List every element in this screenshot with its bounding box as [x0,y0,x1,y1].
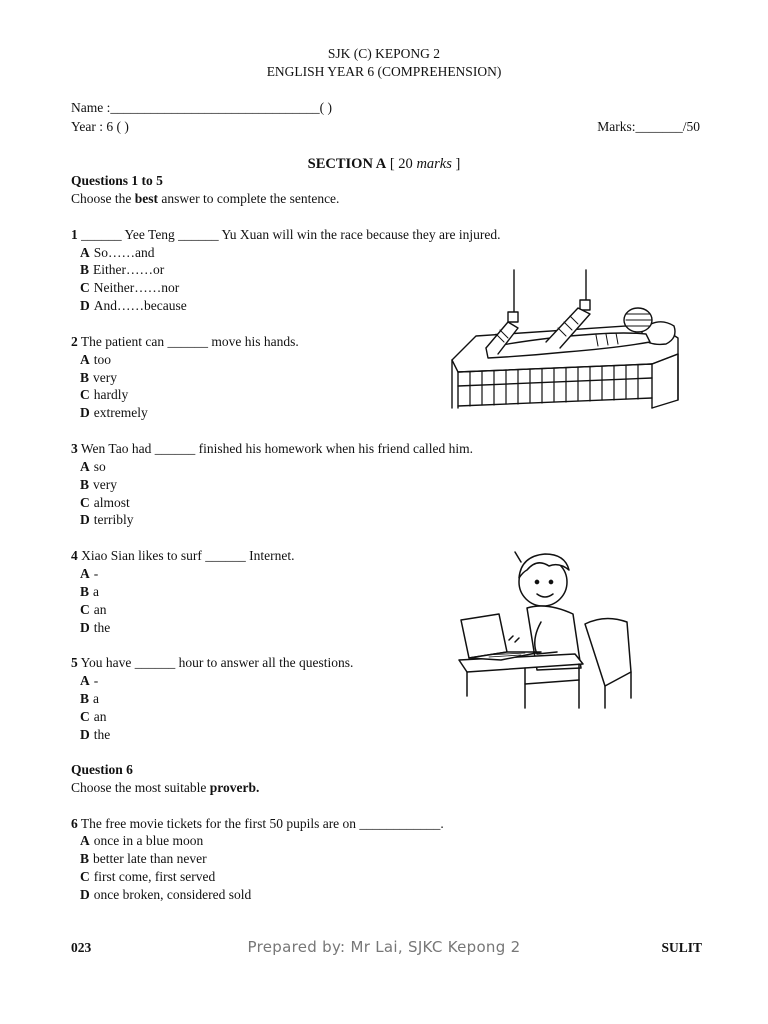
option-letter: C [80,602,90,617]
q3-option-c[interactable] [80,495,130,511]
option-letter: D [80,512,90,527]
q6-option-a[interactable] [80,833,203,849]
option-letter: C [80,387,90,402]
q5-option-b[interactable] [80,691,99,707]
section-marks-open: [ 20 [389,156,413,172]
questions-instruction [71,191,339,207]
q4-option-a[interactable] [80,566,98,582]
q6-option-d[interactable] [80,887,251,903]
option-text: extremely [93,405,148,420]
question-number: 1 [71,227,78,242]
option-letter: B [80,370,90,385]
q5-option-d[interactable] [80,727,110,743]
instruction-text: Choose the most suitable [71,780,207,795]
option-letter: B [80,691,90,706]
boy-using-laptop-icon [455,548,635,712]
option-text: Neither……nor [93,280,180,295]
option-text: better late than never [93,851,207,866]
option-letter: B [80,851,90,866]
q2-option-a[interactable] [80,352,111,368]
option-text: an [93,709,107,724]
option-letter: A [80,245,90,260]
option-letter: D [80,620,90,635]
question-1 [71,227,500,243]
option-text: - [93,673,99,688]
question-text: The free movie tickets for the first 50 pupils are on ____________. [80,816,444,831]
q1-option-d[interactable] [80,298,187,314]
instruction-text-end: answer to complete the sentence. [161,191,340,206]
option-text: almost [93,495,130,510]
section-label: SECTION A [307,156,387,172]
question-number: 6 [71,816,78,831]
question-4 [71,548,294,564]
option-letter: D [80,298,90,313]
option-text: first come, first served [93,869,216,884]
instruction-text: Choose the [71,191,132,206]
question-number: 4 [71,548,78,563]
q3-option-d[interactable] [80,512,134,528]
section-marks-word: marks [416,156,452,172]
q4-option-d[interactable] [80,620,110,636]
option-letter: A [80,352,90,367]
boy-laptop-illustration [455,548,635,712]
instruction-emphasis: best [134,191,158,206]
q6-option-c[interactable] [80,869,215,885]
option-text: a [93,584,100,599]
option-text: an [93,602,107,617]
question-text: The patient can ______ move his hands. [80,334,299,349]
question-6 [71,816,444,832]
option-letter: A [80,566,90,581]
option-text: a [93,691,100,706]
option-text: the [93,620,111,635]
option-letter: D [80,727,90,742]
question-text: Wen Tao had ______ finished his homework when his friend called him. [80,441,474,456]
option-letter: C [80,495,90,510]
q2-option-b[interactable] [80,370,117,386]
option-letter: C [80,280,90,295]
option-letter: B [80,584,90,599]
option-text: too [93,352,112,367]
q4-option-c[interactable] [80,602,107,618]
q3-option-a[interactable] [80,459,106,475]
q6-option-b[interactable] [80,851,207,867]
option-letter: A [80,459,90,474]
question-6-instruction [71,780,259,796]
option-text: once broken, considered sold [93,887,252,902]
option-letter: B [80,262,90,277]
q1-option-c[interactable] [80,280,179,296]
option-text: Either……or [93,262,165,277]
question-number: 5 [71,655,78,670]
q2-option-d[interactable] [80,405,148,421]
prepared-by: Prepared by: Mr Lai, SJKC Kepong 2 [247,938,521,956]
option-letter: C [80,709,90,724]
option-text: terribly [93,512,134,527]
section-marks-close: ] [455,156,461,172]
question-2 [71,334,299,350]
question-3 [71,441,473,457]
option-text: very [93,370,118,385]
option-letter: D [80,405,90,420]
option-letter: A [80,673,90,688]
option-text: So……and [93,245,155,260]
question-number: 3 [71,441,78,456]
q2-option-c[interactable] [80,387,128,403]
q4-option-b[interactable] [80,584,99,600]
name-field: Name :_______________________________( ) [71,100,332,115]
question-text: Xiao Sian likes to surf ______ Internet. [81,548,295,563]
hospital-patient-illustration [446,268,682,410]
page-code: 023 [71,940,92,955]
option-text: so [93,459,106,474]
instruction-emphasis: proverb. [209,780,260,795]
question-number: 2 [71,334,78,349]
option-text: very [93,477,118,492]
q5-option-a[interactable] [80,673,98,689]
question-5 [71,655,353,671]
q1-option-b[interactable] [80,262,164,278]
option-text: the [93,727,111,742]
question-6-heading: Question 6 [71,762,133,777]
option-letter: D [80,887,90,902]
school-name: SJK (C) KEPONG 2 [327,46,441,61]
option-letter: B [80,477,90,492]
questions-heading: Questions 1 to 5 [71,173,163,188]
option-text: hardly [93,387,129,402]
paper-title: ENGLISH YEAR 6 (COMPREHENSION) [266,64,502,79]
section-title [0,156,768,173]
year-field: Year : 6 ( ) [71,119,129,134]
marks-field: Marks:_______/50 [597,119,700,134]
option-text: - [93,566,99,581]
q1-option-a[interactable] [80,245,155,261]
option-text: once in a blue moon [93,833,204,848]
option-letter: A [80,833,90,848]
question-text: You have ______ hour to answer all the questions. [80,655,354,670]
bandaged-patient-in-hospital-bed-icon [446,268,682,410]
q5-option-c[interactable] [80,709,107,725]
classification-label: SULIT [661,940,702,955]
question-text: ______ Yee Teng ______ Yu Xuan will win the race because they are injured. [81,227,501,242]
q3-option-b[interactable] [80,477,117,493]
option-text: And……because [93,298,187,313]
option-letter: C [80,869,90,884]
